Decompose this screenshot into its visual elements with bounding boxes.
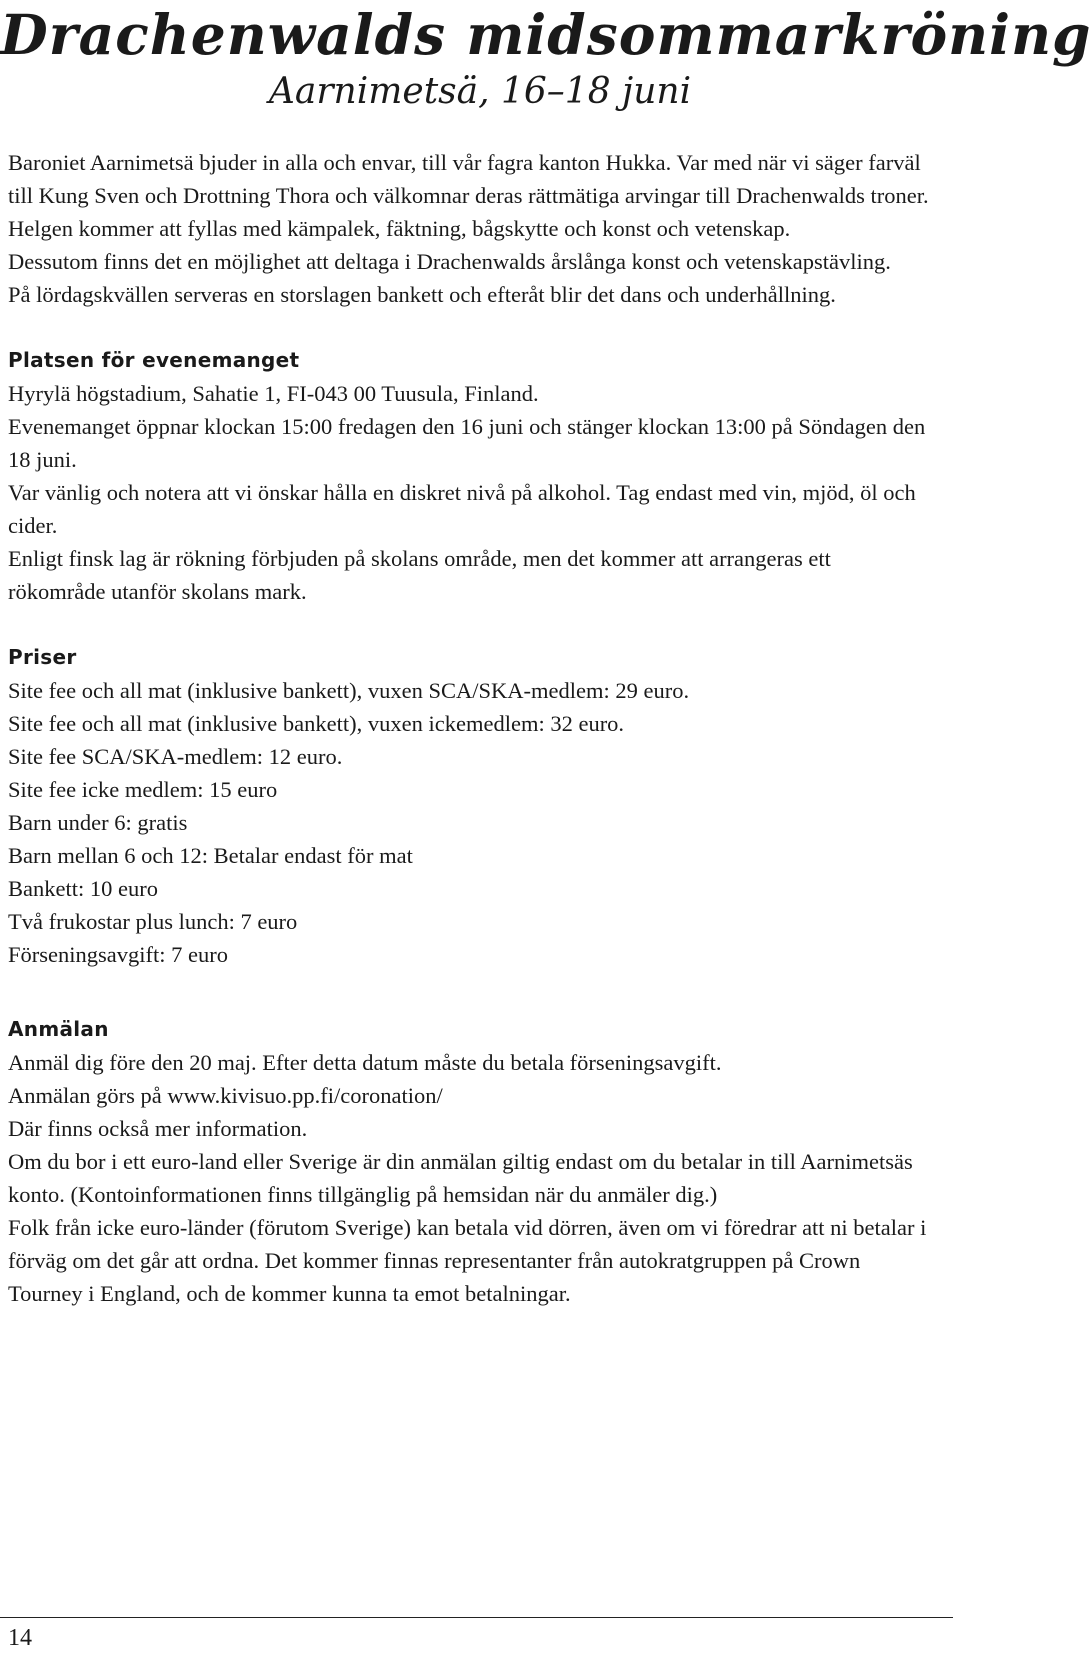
price-line: Barn under 6: gratis: [8, 810, 188, 835]
venue-heading: Platsen för evenemanget: [8, 348, 300, 372]
page-number: 14: [8, 1625, 32, 1651]
price-line: Site fee och all mat (inklusive bankett), vuxen ickemedlem: 32 euro.: [8, 711, 625, 736]
intro-paragraph: Dessutom finns det en möjlighet att deltaga i Drachenwalds årslånga konst och vetenskapstävling.: [8, 249, 891, 274]
venue-line: Hyrylä högstadium, Sahatie 1, FI-043 00 Tuusula, Finland.: [8, 381, 539, 406]
intro-paragraph: På lördagskvällen serveras en storslagen bankett och efteråt blir det dans och underhållning.: [8, 282, 836, 307]
registration-line: Där finns också mer information.: [8, 1116, 308, 1141]
price-line: Förseningsavgift: 7 euro: [8, 942, 228, 967]
page-subtitle: Aarnimetsä, 16–18 juni: [268, 71, 692, 112]
price-line: Barn mellan 6 och 12: Betalar endast för mat: [8, 843, 413, 868]
venue-line: Evenemanget öppnar klockan 15:00 fredagen den 16 juni och stänger klockan 13:00 på Söndagen den 18 juni.: [8, 414, 926, 472]
registration-heading: Anmälan: [8, 1017, 109, 1041]
registration-line: Anmälan görs på www.kivisuo.pp.fi/coronation/: [8, 1083, 443, 1108]
price-line: Två frukostar plus lunch: 7 euro: [8, 909, 298, 934]
footer-divider: [0, 1617, 953, 1618]
registration-section: [8, 1013, 933, 1310]
prices-section: [8, 641, 933, 971]
venue-line: Enligt finsk lag är rökning förbjuden på skolans område, men det kommer att arrangeras ett rökområde utanför skolans mark.: [8, 546, 831, 604]
price-line: Site fee icke medlem: 15 euro: [8, 777, 278, 802]
price-line: Site fee och all mat (inklusive bankett), vuxen SCA/SKA-medlem: 29 euro.: [8, 678, 690, 703]
venue-section: [8, 344, 933, 608]
price-line: Site fee SCA/SKA-medlem: 12 euro.: [8, 744, 343, 769]
page-title: Drachenwalds midsommarkröning: [0, 2, 1092, 67]
prices-heading: Priser: [8, 645, 77, 669]
document-body: [8, 146, 933, 1310]
intro-section: [8, 146, 933, 311]
registration-line: Om du bor i ett euro-land eller Sverige är din anmälan giltig endast om du betalar in till Aarnimetsäs konto. (Kontoinformationen finns tillgänglig på hemsidan när du anmäler dig.): [8, 1149, 913, 1207]
intro-paragraph: Helgen kommer att fyllas med kämpalek, fäktning, bågskytte och konst och vetenskap.: [8, 216, 791, 241]
intro-paragraph: Baroniet Aarnimetsä bjuder in alla och envar, till vår fagra kanton Hukka. Var med när vi säger farväl till Kung Sven och Drottning Thora och välkomnar deras rättmätiga arvingar till Drachenwalds troner.: [8, 150, 929, 208]
venue-line: Var vänlig och notera att vi önskar hålla en diskret nivå på alkohol. Tag endast med vin, mjöd, öl och cider.: [8, 480, 916, 538]
price-line: Bankett: 10 euro: [8, 876, 158, 901]
registration-line: Anmäl dig före den 20 maj. Efter detta datum måste du betala förseningsavgift.: [8, 1050, 722, 1075]
registration-line: Folk från icke euro-länder (förutom Sverige) kan betala vid dörren, även om vi föredrar att ni betalar i förväg om det går att ordna. Det kommer finnas representanter från autokratgruppen på Crown Tourney i England, och de kommer kunna ta emot betalningar.: [8, 1215, 927, 1306]
